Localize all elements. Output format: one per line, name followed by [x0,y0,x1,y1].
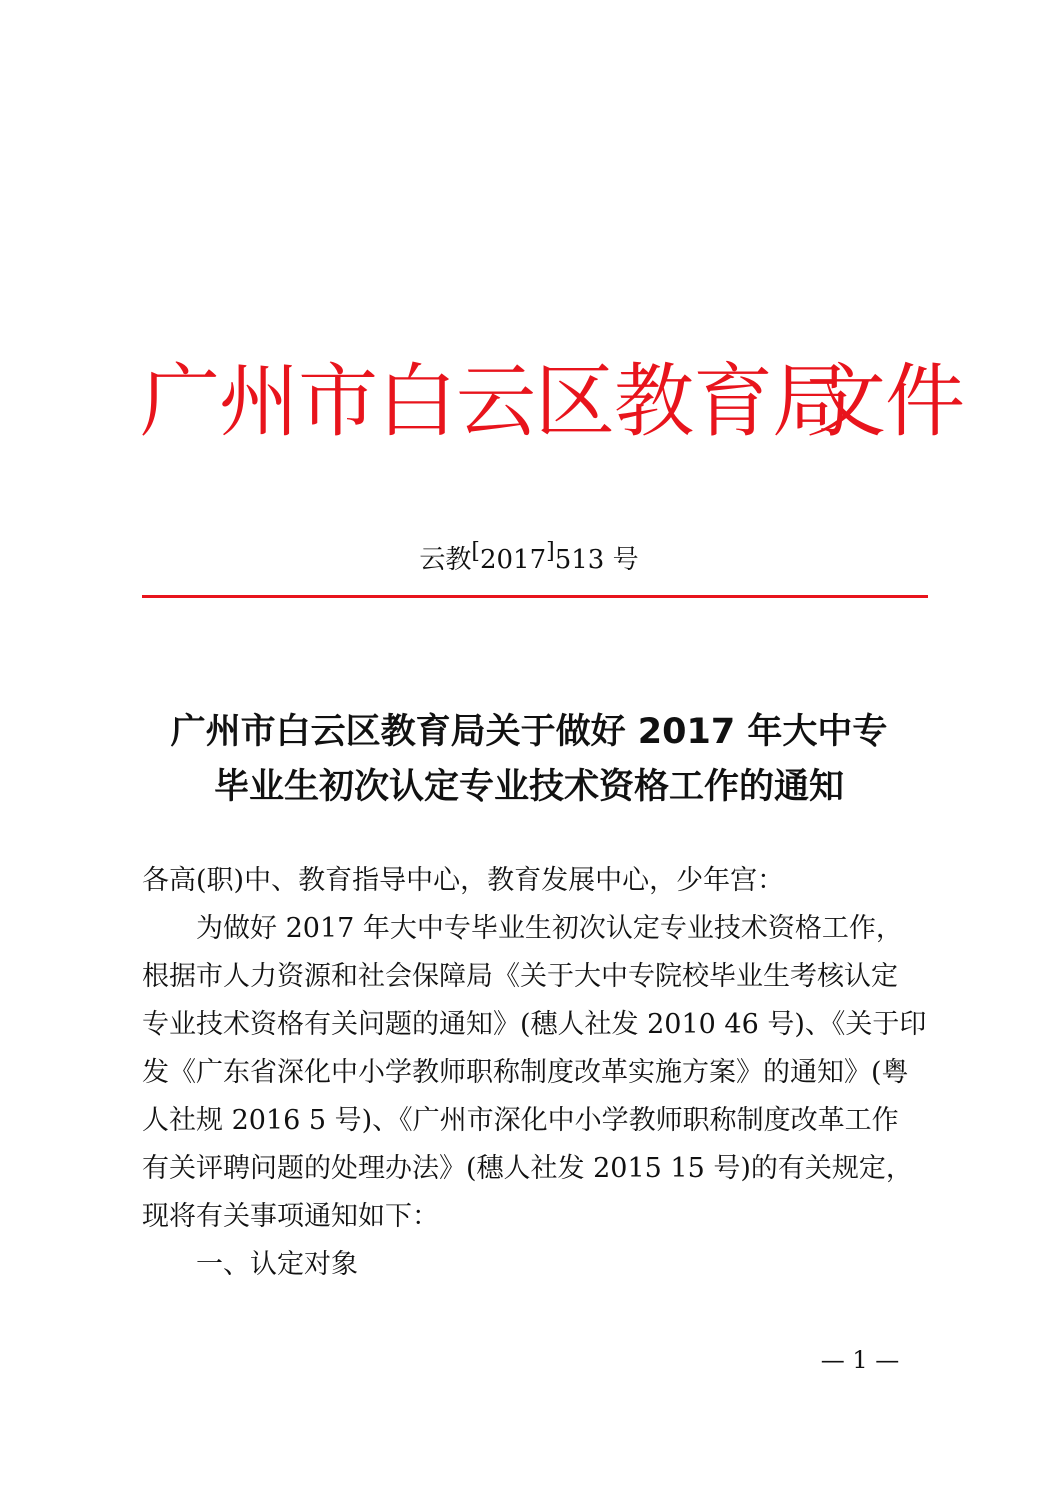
paragraph-line: 根据市人力资源和社会保障局《关于大中专院校毕业生考核认定 [142,961,898,992]
doc-number-suffix: 号 [612,545,639,575]
paragraph-line: 为做好 2017 年大中专毕业生初次认定专业技术资格工作， [196,913,903,944]
paragraph-line: 有关评聘问题的处理办法》(穗人社发 2015 15 号)的有关规定， [142,1153,913,1184]
doc-number-year: 2017 [479,545,547,575]
doc-number-close-bracket: ] [546,539,555,564]
paragraph-line: 专业技术资格有关问题的通知》(穗人社发 2010 46 号)、《关于印 [142,1009,927,1040]
doc-number-value: 513 [554,545,605,575]
red-divider [142,595,928,598]
notice-title-line-2: 毕业生初次认定专业技术资格工作的通知 [213,767,844,807]
page-number: — 1 — [820,1346,900,1374]
document-header [140,352,964,452]
notice-body [142,857,932,1289]
salutation: 各高(职)中、教育指导中心，教育发展中心，少年宫： [142,865,785,896]
document-label: 文件 [806,355,964,448]
paragraph-line: 现将有关事项通知如下： [142,1201,439,1232]
document-number [0,540,1058,582]
issuing-authority: 广州市白云区教育局 [140,355,851,448]
paragraph-line: 发《广东省深化中小学教师职称制度改革实施方案》的通知》(粤 [142,1057,909,1088]
doc-number-open-bracket: [ [471,539,480,564]
notice-title [0,705,1058,815]
paragraph-line: 人社规 2016 5 号)、《广州市深化中小学教师职称制度改革工作 [142,1105,899,1136]
doc-number-prefix: 云教 [419,545,472,575]
section-heading: 一、认定对象 [196,1249,358,1280]
notice-title-line-1: 广州市白云区教育局关于做好 2017 年大中专 [170,712,888,752]
